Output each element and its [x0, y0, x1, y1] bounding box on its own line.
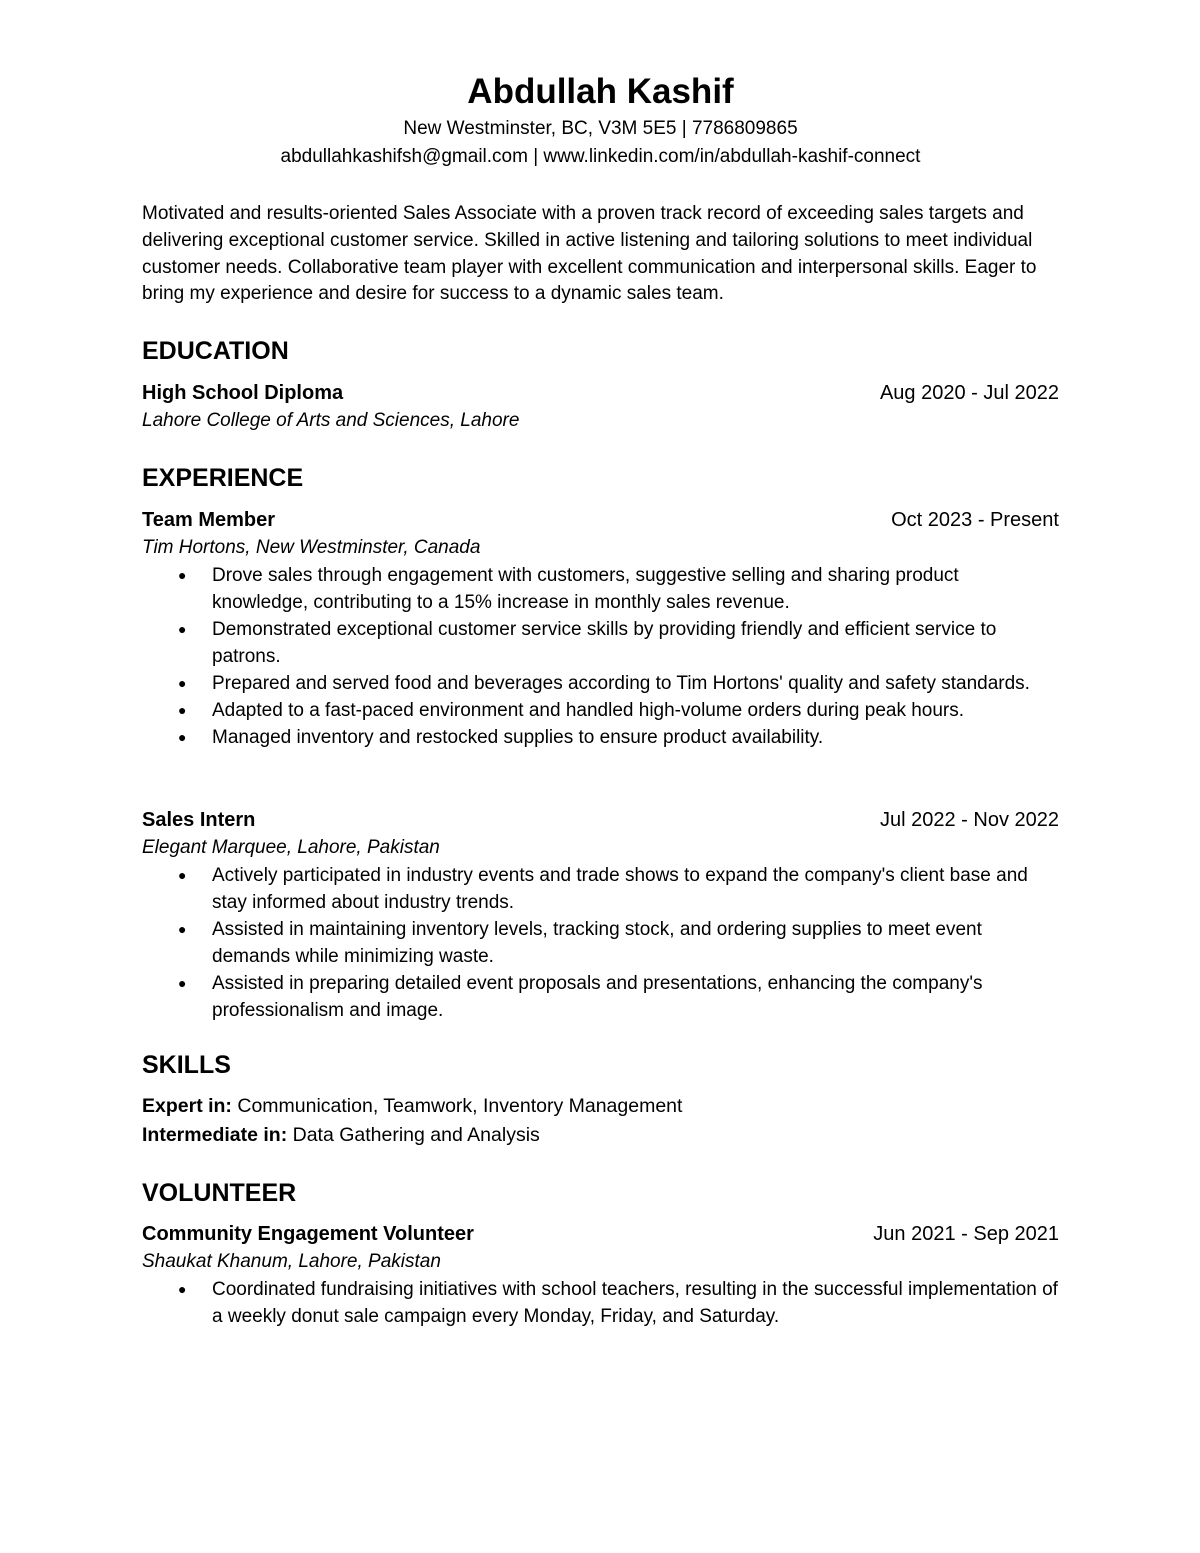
education-section: [142, 336, 1059, 435]
bullet-icon: ●: [178, 675, 187, 692]
entry-header: [142, 806, 1059, 834]
bullet-icon: ●: [178, 567, 187, 584]
skills-heading: SKILLS: [142, 1051, 231, 1080]
entry-dates: Jun 2021 - Sep 2021: [873, 1223, 1059, 1246]
skills-section: [142, 1050, 1059, 1149]
bullet-icon: ●: [178, 975, 187, 992]
entry-title: Sales Intern: [142, 809, 256, 832]
bullet-icon: ●: [178, 1281, 187, 1298]
skills-list: [142, 1092, 1059, 1149]
bullet-icon: ●: [178, 702, 187, 719]
list-item: ● Assisted in preparing detailed event proposals and presentations, enhancing the company's professionalism and image.: [142, 970, 1059, 1024]
entry-organization: Lahore College of Arts and Sciences, Lahore: [142, 410, 520, 432]
skills-intermediate-label: Intermediate in:: [142, 1123, 288, 1146]
entry-header: [142, 1220, 1059, 1248]
bullet-list: [142, 862, 1059, 1024]
entry-title: Team Member: [142, 509, 276, 532]
skills-expert: [142, 1092, 1059, 1121]
skills-expert-value: Communication, Teamwork, Inventory Management: [231, 1095, 683, 1118]
entry-organization: Elegant Marquee, Lahore, Pakistan: [142, 837, 440, 859]
list-item: ● Adapted to a fast-paced environment and handled high-volume orders during peak hours.: [142, 697, 1059, 724]
bullet-list: [142, 1276, 1059, 1330]
entry-organization: Tim Hortons, New Westminster, Canada: [142, 537, 481, 559]
entry-header: [142, 506, 1059, 534]
volunteer-entry: [142, 1220, 1059, 1330]
list-item: ● Coordinated fundraising initiatives with school teachers, resulting in the successful implementation of a weekly donut sale campaign every Monday, Friday, and Saturday.: [142, 1276, 1059, 1330]
bullet-icon: ●: [178, 867, 187, 884]
entry-dates: Jul 2022 - Nov 2022: [879, 809, 1059, 832]
experience-heading: EXPERIENCE: [142, 464, 304, 493]
bullet-icon: ●: [178, 729, 187, 746]
entry-title: High School Diploma: [142, 382, 344, 405]
experience-entry: [142, 506, 1059, 751]
list-item: ● Prepared and served food and beverages according to Tim Hortons' quality and safety standards.: [142, 670, 1059, 697]
list-item: ● Demonstrated exceptional customer service skills by providing friendly and efficient service to patrons.: [142, 616, 1059, 670]
contact-address-phone: New Westminster, BC, V3M 5E5 | 7786809865: [403, 118, 798, 139]
entry-header: [142, 379, 1059, 407]
education-heading: EDUCATION: [142, 337, 289, 366]
volunteer-heading: VOLUNTEER: [142, 1179, 297, 1208]
candidate-name: Abdullah Kashif: [467, 72, 734, 111]
entry-organization: Shaukat Khanum, Lahore, Pakistan: [142, 1251, 441, 1273]
skills-intermediate-value: Data Gathering and Analysis: [287, 1123, 540, 1146]
skills-expert-label: Expert in:: [142, 1095, 232, 1118]
bullet-icon: ●: [178, 621, 187, 638]
professional-summary: Motivated and results-oriented Sales Associate with a proven track record of exceeding sales targets and delivering exceptional customer service. Skilled in active listening and tailoring solutions to meet individual customer needs. Collaborative team player with excellent communication and interpersonal skills. Eager to bring my experience and desire for success to a dynamic sales team.: [142, 203, 1037, 305]
entry-dates: Aug 2020 - Jul 2022: [879, 382, 1059, 405]
experience-section: [142, 463, 1059, 1024]
entry-title: Community Engagement Volunteer: [142, 1223, 474, 1246]
volunteer-section: [142, 1178, 1059, 1330]
list-item: ● Assisted in maintaining inventory levels, tracking stock, and ordering supplies to meet event demands while minimizing waste.: [142, 916, 1059, 970]
list-item: ● Managed inventory and restocked supplies to ensure product availability.: [142, 724, 1059, 751]
entry-dates: Oct 2023 - Present: [891, 509, 1059, 532]
experience-entry: [142, 806, 1059, 1024]
skills-intermediate: [142, 1121, 1059, 1150]
bullet-icon: ●: [178, 921, 187, 938]
bullet-list: [142, 562, 1059, 751]
contact-email-linkedin: abdullahkashifsh@gmail.com | www.linkedin.com/in/abdullah-kashif-connect: [280, 146, 921, 167]
list-item: ● Actively participated in industry events and trade shows to expand the company's client base and stay informed about industry trends.: [142, 862, 1059, 916]
list-item: ● Drove sales through engagement with customers, suggestive selling and sharing product knowledge, contributing to a 15% increase in monthly sales revenue.: [142, 562, 1059, 616]
education-entry: [142, 379, 1059, 435]
